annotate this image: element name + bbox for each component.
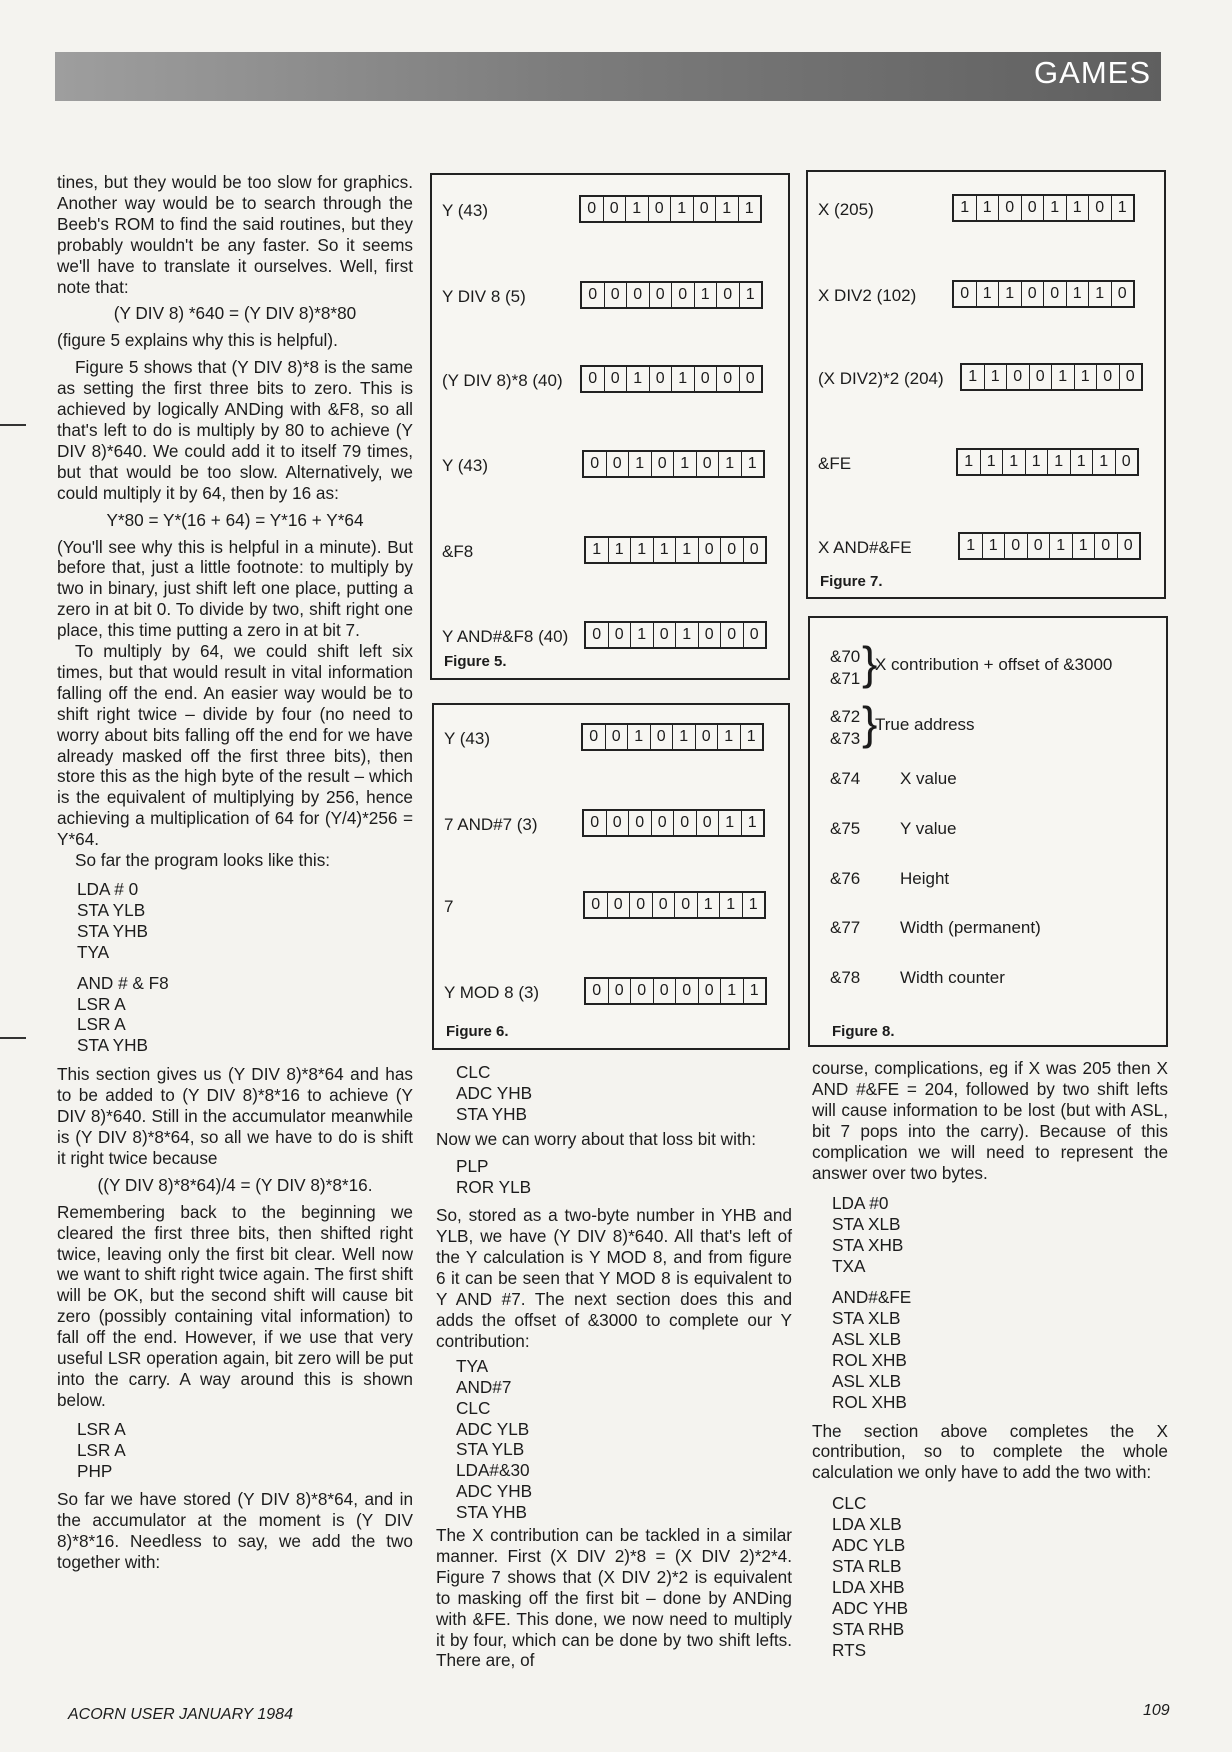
- bit-cell: 0: [674, 811, 697, 835]
- address-description: Y value: [900, 819, 957, 838]
- code-line: CLC: [832, 1493, 867, 1514]
- bit-cell: 0: [721, 623, 744, 647]
- bit-cell: 1: [962, 365, 985, 389]
- bit-cell: 1: [719, 452, 742, 476]
- row-label: (Y DIV 8)*8 (40): [442, 371, 563, 390]
- bit-cell: 1: [999, 282, 1022, 306]
- bit-cell: 0: [1123, 537, 1133, 554]
- code-line: TYA: [77, 941, 110, 962]
- bit-cell: 0: [582, 367, 605, 391]
- address-description: X contribution + offset of &3000: [875, 655, 1113, 674]
- bit-cell: 1: [698, 893, 721, 917]
- margin-mark: [0, 424, 26, 426]
- bit-cell: 0: [1097, 365, 1120, 389]
- bit-cell: 0: [745, 370, 755, 387]
- code-line: STA XLB: [832, 1214, 901, 1235]
- bit-cell: 1: [716, 197, 739, 221]
- bit-cell: 1: [1044, 196, 1067, 220]
- bit-cell: 0: [699, 538, 722, 562]
- bit-cell: 1: [720, 893, 743, 917]
- publication-footer: ACORN USER JANUARY 1984: [68, 1706, 293, 1723]
- bit-cell: 1: [1075, 365, 1098, 389]
- address-label: &77: [830, 918, 861, 937]
- address-label: &74: [830, 769, 861, 788]
- brace-icon: }: [862, 637, 878, 689]
- bit-cell: 0: [609, 979, 632, 1003]
- bit-cell: 0: [1022, 282, 1045, 306]
- code-line: ADC YHB: [456, 1082, 533, 1103]
- bit-cell: 0: [652, 811, 675, 835]
- bit-cell: 0: [699, 979, 722, 1003]
- bit-cell: 0: [586, 979, 609, 1003]
- figure-5: [430, 173, 790, 680]
- code-line: PLP: [456, 1155, 489, 1176]
- row-label: X AND#&FE: [818, 538, 912, 557]
- bit-cell: 0: [654, 623, 677, 647]
- brace-icon: }: [862, 697, 878, 749]
- code-listing: [456, 1062, 792, 1125]
- bit-cell: 0: [630, 893, 653, 917]
- bit-cell: 1: [1073, 534, 1096, 558]
- bit-cells: [584, 536, 767, 564]
- bit-cell: 0: [697, 811, 720, 835]
- bit-cell: 0: [749, 626, 759, 643]
- bit-cells: [958, 532, 1141, 560]
- bit-cell: 0: [605, 283, 628, 307]
- bit-cell: 0: [699, 623, 722, 647]
- bit-cell: 0: [581, 197, 604, 221]
- code-line: CLC: [456, 1397, 491, 1418]
- bit-cells: [583, 891, 766, 919]
- address-label: &73: [830, 729, 861, 748]
- bit-cell: 1: [1050, 534, 1073, 558]
- row-label: X (205): [818, 200, 874, 219]
- address-description: Width (permanent): [900, 918, 1041, 937]
- bit-row: [432, 195, 788, 223]
- paragraph: The section above completes the X contribution, so to complete the whole calculation we only have to add the two with:: [812, 1420, 1168, 1483]
- bit-row: [432, 621, 788, 649]
- bit-cell: 0: [999, 196, 1022, 220]
- bit-row: [432, 281, 788, 309]
- bit-cell: 1: [695, 283, 718, 307]
- bit-cell: 1: [1117, 199, 1127, 216]
- row-label: 7 AND#7 (3): [444, 815, 538, 834]
- code-line: AND#&FE: [832, 1287, 912, 1308]
- code-line: ASL XLB: [832, 1370, 902, 1391]
- address-group: [830, 646, 860, 690]
- code-listing: [77, 879, 413, 1056]
- bit-cell: 0: [717, 367, 740, 391]
- row-label: 7: [444, 897, 454, 916]
- bit-cell: 1: [1067, 196, 1090, 220]
- row-label: X DIV2 (102): [818, 286, 917, 305]
- bit-cell: 0: [604, 197, 627, 221]
- bit-cell: 1: [719, 811, 742, 835]
- section-header-bar: [55, 52, 1161, 101]
- figure-caption: Figure 6.: [446, 1023, 509, 1040]
- bit-cell: 0: [629, 811, 652, 835]
- address-label: &70: [830, 647, 861, 666]
- bit-row: [434, 809, 788, 837]
- bit-row: [434, 891, 788, 919]
- bit-cell: 1: [1093, 450, 1116, 474]
- bit-cell: 1: [985, 365, 1008, 389]
- bit-cell: 1: [628, 725, 651, 749]
- bit-cell: 0: [1044, 282, 1067, 306]
- paragraph: So far we have stored (Y DIV 8)*8*64, and in the accumulator at the moment is (Y DIV 8)*8*16. Needless to say, we add the two together with:: [57, 1489, 413, 1573]
- code-line: STA XLB: [832, 1307, 901, 1328]
- bit-cell: 1: [654, 538, 677, 562]
- bit-cell: 0: [584, 452, 607, 476]
- bit-cell: 1: [718, 725, 741, 749]
- code-line: STA YLB: [456, 1439, 525, 1460]
- address-label: &75: [830, 819, 861, 838]
- bit-cell: 0: [1125, 368, 1135, 385]
- bit-cell: 0: [1022, 196, 1045, 220]
- row-label: &FE: [818, 454, 852, 473]
- column-3: [812, 1058, 1168, 1668]
- bit-cells: [579, 195, 762, 223]
- code-line: STA YHB: [456, 1103, 528, 1124]
- bit-row: [432, 450, 788, 478]
- code-line: STA XHB: [832, 1235, 904, 1256]
- bit-cell: 1: [1067, 282, 1090, 306]
- code-line: ADC YLB: [832, 1535, 906, 1556]
- bit-cell: 0: [1095, 534, 1118, 558]
- figure-caption: Figure 8.: [832, 1023, 895, 1040]
- bit-cell: 1: [749, 982, 759, 999]
- row-label: Y (43): [442, 201, 488, 220]
- bit-cell: 0: [694, 197, 717, 221]
- bit-row: [808, 448, 1164, 476]
- code-line: STA YHB: [77, 920, 149, 941]
- bit-cell: 0: [583, 725, 606, 749]
- bit-row: [808, 363, 1164, 391]
- bit-cell: 1: [745, 286, 755, 303]
- paragraph: So, stored as a two-byte number in YHB and YLB, we have (Y DIV 8)*640. All that's left of the Y calculation is Y MOD 8, and from figure 6 it can be seen that Y MOD 8 is equivalent to Y AND #7. The next section does this and adds the offset of &3000 to complete our Y contribution:: [436, 1205, 792, 1351]
- bit-cell: 0: [609, 623, 632, 647]
- equation: Y*80 = Y*(16 + 64) = Y*16 + Y*64: [106, 509, 364, 530]
- equation: ((Y DIV 8)*8*64)/4 = (Y DIV 8)*8*16.: [97, 1174, 373, 1195]
- row-label: (X DIV2)*2 (204): [818, 369, 944, 388]
- bit-cell: 0: [653, 893, 676, 917]
- bit-cell: 1: [609, 538, 632, 562]
- code-listing: [832, 1193, 1168, 1412]
- code-line: STA YHB: [77, 1035, 149, 1056]
- bit-cell: 1: [631, 623, 654, 647]
- bit-cell: 0: [650, 367, 673, 391]
- code-line: PHP: [77, 1460, 113, 1481]
- paragraph: (figure 5 explains why this is helpful).: [57, 330, 338, 351]
- bit-cell: 1: [629, 452, 652, 476]
- code-line: AND#7: [456, 1376, 512, 1397]
- bit-cell: 1: [747, 455, 757, 472]
- row-label: Y DIV 8 (5): [442, 287, 526, 306]
- bit-cell: 1: [626, 197, 649, 221]
- bit-cell: 0: [1007, 365, 1030, 389]
- code-listing: [456, 1156, 792, 1198]
- bit-row: [808, 532, 1164, 560]
- row-label: Y AND#&F8 (40): [442, 627, 569, 646]
- bit-cell: 0: [1089, 196, 1112, 220]
- row-label: Y MOD 8 (3): [444, 983, 540, 1002]
- margin-mark: [0, 1037, 26, 1039]
- bit-cell: 0: [584, 811, 607, 835]
- code-line: LDA #0: [832, 1193, 889, 1214]
- address-description: X value: [900, 769, 957, 788]
- bit-cell: 0: [721, 538, 744, 562]
- bit-cell: 0: [651, 725, 674, 749]
- bit-cell: 0: [954, 282, 977, 306]
- bit-cell: 1: [676, 538, 699, 562]
- bit-cell: 1: [672, 367, 695, 391]
- row-label: Y (43): [444, 729, 490, 748]
- column-1: [57, 172, 413, 1573]
- address-label: &71: [830, 669, 861, 688]
- bit-cell: 1: [1026, 450, 1049, 474]
- bit-cell: 0: [654, 979, 677, 1003]
- row-label: &F8: [442, 542, 474, 561]
- bit-cells: [582, 809, 765, 837]
- code-line: RTS: [832, 1639, 867, 1660]
- bit-cell: 1: [958, 450, 981, 474]
- bit-cell: 1: [586, 538, 609, 562]
- bit-cell: 1: [960, 534, 983, 558]
- bit-row: [432, 365, 788, 393]
- code-line: STA YLB: [77, 899, 146, 920]
- bit-cell: 1: [1048, 450, 1071, 474]
- bit-cell: 1: [981, 450, 1004, 474]
- section-title: GAMES: [1034, 55, 1151, 90]
- bit-cell: 0: [585, 893, 608, 917]
- code-line: AND # & F8: [77, 972, 169, 993]
- bit-row: [432, 536, 788, 564]
- code-line: STA RHB: [832, 1618, 905, 1639]
- bit-cell: 1: [1089, 282, 1112, 306]
- bit-cell: 0: [607, 452, 630, 476]
- code-line: LSR A: [77, 1014, 126, 1035]
- bit-cell: 1: [747, 814, 757, 831]
- code-line: ROL XHB: [832, 1391, 907, 1412]
- row-label: Y (43): [442, 456, 488, 475]
- bit-cell: 0: [675, 893, 698, 917]
- bit-cell: 0: [1028, 534, 1051, 558]
- bit-cell: 0: [1117, 285, 1127, 302]
- paragraph: To multiply by 64, we could shift left six times, but that would result in vital information falling off the end. An easier way would be to shift right twice – divide by four (no need to worry about bits falling off the end for we have already masked off the first three bits), then store this as the high byte of the result – which is the equivalent of multiplying by 256, hence achieving a multiplication of 64 for (Y/4)*256 = Y*64.: [57, 641, 413, 850]
- paragraph: course, complications, eg if X was 205 then X AND #&FE = 204, followed by two shift lefts will cause information to be lost (but with ASL, bit 7 pops into the carry). Because of this complication we will need to represent the answer over two bytes.: [812, 1058, 1168, 1183]
- address-description: True address: [875, 715, 975, 734]
- bit-cell: 1: [673, 725, 696, 749]
- bit-cell: 0: [586, 623, 609, 647]
- code-line: LDA#&30: [456, 1460, 530, 1481]
- code-line: ROL XHB: [832, 1349, 907, 1370]
- bit-cells: [580, 281, 763, 309]
- figure-8: [808, 616, 1168, 1047]
- bit-cells: [956, 448, 1139, 476]
- bit-cell: 0: [696, 725, 719, 749]
- paragraph: Remembering back to the beginning we cleared the first three bits, then shifted right twice, leaving only the first bit clear. Well now we want to shift right twice again. The first shift will be OK, but the second shift will cause bit zero (possibly containing vital information) to fall off the end. However, if we use that very useful LSR operation again, bit zero will be put into the carry. A way around this is shown below.: [57, 1201, 413, 1410]
- code-line: LDA XLB: [832, 1514, 902, 1535]
- bit-cell: 1: [674, 452, 697, 476]
- bit-cell: 0: [717, 283, 740, 307]
- page-number: 109: [1143, 1702, 1170, 1719]
- bit-cell: 1: [676, 623, 699, 647]
- paragraph: This section gives us (Y DIV 8)*8*64 and has to be added to (Y DIV 8)*8*16 to achieve (Y DIV 8)*640. Still in the accumulator meanwhile is (Y DIV 8)*8*64, so all we have to do is shift it right twice because: [57, 1064, 413, 1168]
- paragraph: The X contribution can be tackled in a similar manner. First (X DIV 2)*8 = (X DIV 2)*2*4. Figure 7 shows that (X DIV 2)*2 is equivalent to masking off the first bit – done by ANDing with &FE. This done, we now need to multiply it by four, which can be done by two shift lefts. There are, of: [436, 1525, 792, 1671]
- bit-cell: 0: [695, 367, 718, 391]
- bit-row: [808, 280, 1164, 308]
- paragraph: Now we can worry about that loss bit with:: [436, 1128, 757, 1149]
- bit-cell: 1: [977, 196, 1000, 220]
- bit-cells: [584, 621, 767, 649]
- code-line: TYA: [456, 1355, 489, 1376]
- code-line: LDA XHB: [832, 1576, 905, 1597]
- bit-row: [434, 977, 788, 1005]
- column-2: [436, 1062, 792, 1671]
- bit-cells: [952, 280, 1135, 308]
- code-line: LSR A: [77, 1418, 126, 1439]
- code-line: LSR A: [77, 993, 126, 1014]
- address-label: &78: [830, 968, 861, 987]
- bit-cells: [952, 194, 1135, 222]
- bit-cell: 0: [649, 197, 672, 221]
- bit-cells: [581, 723, 764, 751]
- bit-cell: 0: [749, 541, 759, 558]
- code-listing: [832, 1493, 1168, 1660]
- figure-caption: Figure 5.: [444, 653, 507, 670]
- paragraph: So far the program looks like this:: [75, 850, 331, 871]
- address-label: &72: [830, 707, 861, 726]
- bit-cell: 1: [977, 282, 1000, 306]
- bit-cell: 0: [1005, 534, 1028, 558]
- bit-cell: 0: [606, 725, 629, 749]
- code-line: ADC YHB: [456, 1481, 533, 1502]
- code-line: ADC YLB: [456, 1418, 530, 1439]
- bit-cells: [582, 450, 765, 478]
- bit-cell: 0: [697, 452, 720, 476]
- code-line: TXA: [832, 1256, 866, 1277]
- code-line: ASL XLB: [832, 1328, 902, 1349]
- address-group: [830, 706, 860, 750]
- code-line: ADC YHB: [832, 1597, 909, 1618]
- bit-cell: 1: [627, 367, 650, 391]
- code-line: STA RLB: [832, 1555, 902, 1576]
- address-description: Height: [900, 869, 950, 888]
- bit-cell: 0: [676, 979, 699, 1003]
- bit-cell: 0: [608, 893, 631, 917]
- code-line: LDA # 0: [77, 879, 139, 899]
- paragraph: (You'll see why this is helpful in a minute). But before that, just a little footnote: to multiply by two in binary, just shift left one place, putting a zero in at bit 0. To divide by two, shift right one place, this time putting a zero in at bit 7.: [57, 536, 413, 641]
- bit-cell: 0: [1121, 453, 1131, 470]
- figure-7: [806, 170, 1166, 599]
- bit-cell: 1: [1071, 450, 1094, 474]
- bit-cell: 0: [627, 283, 650, 307]
- bit-cell: 1: [748, 896, 758, 913]
- code-line: ROR YLB: [456, 1176, 532, 1197]
- bit-cell: 1: [671, 197, 694, 221]
- bit-cell: 1: [1003, 450, 1026, 474]
- bit-cell: 1: [721, 979, 744, 1003]
- bit-cell: 0: [582, 283, 605, 307]
- code-listing: [77, 1419, 413, 1482]
- bit-cell: 0: [605, 367, 628, 391]
- bit-cell: 1: [744, 200, 754, 217]
- code-line: CLC: [456, 1062, 491, 1082]
- bit-cell: 0: [652, 452, 675, 476]
- bit-cells: [960, 363, 1143, 391]
- address-description: Width counter: [900, 968, 1005, 987]
- paragraph: tines, but they would be too slow for graphics. Another way would be to search through the Beeb's ROM to find the said routines, but they probably wouldn't be any faster. So it seems we'll have to translate it ourselves. Well, first note that:: [57, 172, 413, 297]
- bit-cells: [580, 365, 763, 393]
- code-line: STA YHB: [456, 1502, 528, 1523]
- bit-row: [434, 723, 788, 751]
- address-label: &76: [830, 869, 861, 888]
- bit-cell: 1: [1052, 365, 1075, 389]
- bit-cell: 1: [746, 728, 756, 745]
- bit-row: [808, 194, 1164, 222]
- bit-cell: 0: [650, 283, 673, 307]
- paragraph: Figure 5 shows that (Y DIV 8)*8 is the same as setting the first three bits to zero. This is achieved by logically ANDing with &F8, so all that's left to do is multiply by 80 to achieve (Y DIV 8)*640. We could add it to itself 79 times, but that would be too slow. Alternatively, we could multiply it by 64, then by 16 as:: [57, 357, 413, 503]
- bit-cell: 0: [672, 283, 695, 307]
- bit-cell: 1: [954, 196, 977, 220]
- bit-cells: [584, 977, 767, 1005]
- code-line: LSR A: [77, 1439, 126, 1460]
- bit-cell: 0: [631, 979, 654, 1003]
- bit-cell: 1: [983, 534, 1006, 558]
- bit-cell: 0: [607, 811, 630, 835]
- code-listing: [456, 1356, 792, 1523]
- bit-cell: 1: [631, 538, 654, 562]
- figure-caption: Figure 7.: [820, 573, 883, 590]
- equation: (Y DIV 8) *640 = (Y DIV 8)*8*80: [113, 303, 357, 324]
- bit-cell: 0: [1030, 365, 1053, 389]
- figure-6: [432, 703, 790, 1050]
